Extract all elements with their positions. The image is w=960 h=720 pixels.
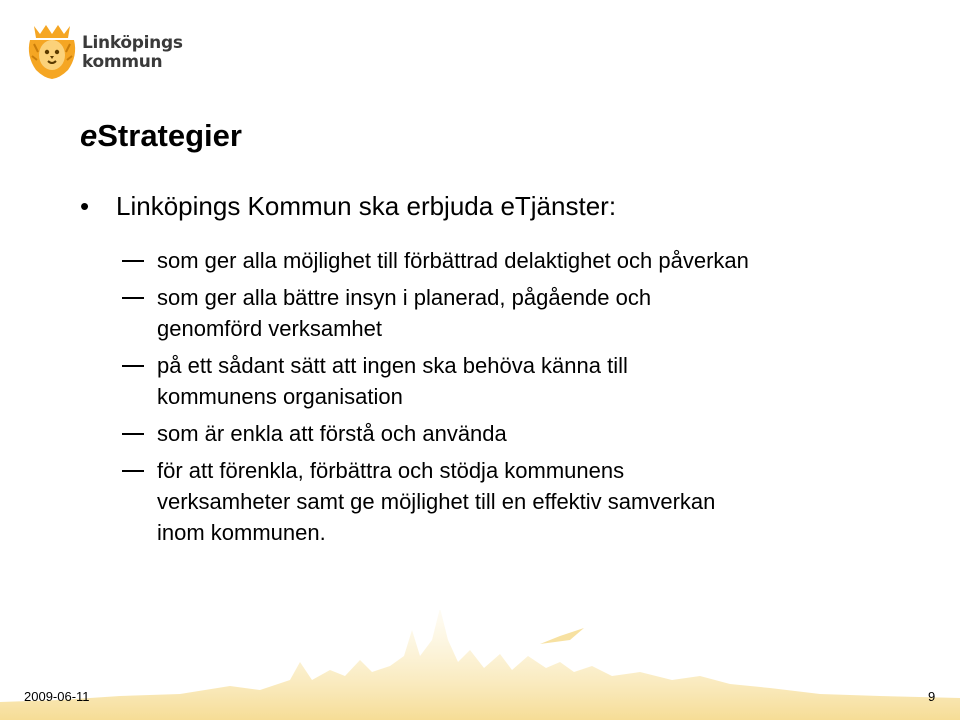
dash-icon [122, 470, 144, 472]
sub-bullet-line: som är enkla att förstå och använda [157, 421, 507, 446]
sub-bullet [122, 418, 922, 449]
sub-bullet [122, 282, 922, 344]
sub-bullet-line: som ger alla bättre insyn i planerad, pågående och [157, 285, 652, 310]
page-number: 9 [928, 689, 936, 704]
slide-title [80, 118, 242, 154]
footer-date: 2009-06-11 [24, 689, 90, 704]
sub-bullet [122, 455, 922, 548]
sub-bullet-line: på ett sådant sätt att ingen ska behöva känna till [157, 353, 628, 378]
sub-bullet-line: verksamheter samt ge möjlighet till en effektiv samverkan [157, 489, 716, 514]
sub-bullet-list [122, 245, 922, 554]
lion-crest-icon [26, 22, 78, 80]
logo [26, 22, 183, 82]
dash-icon [122, 365, 144, 367]
dash-icon [122, 260, 144, 262]
sub-bullet-line: för att förenkla, förbättra och stödja kommunens [157, 458, 625, 483]
sub-bullet-line: kommunens organisation [157, 384, 403, 409]
logo-line-2: kommun [82, 52, 163, 72]
title-prefix: e [80, 118, 98, 153]
logo-line-1: Linköpings [82, 33, 183, 53]
city-skyline-illustration [0, 610, 960, 720]
dash-icon [122, 297, 144, 299]
sub-bullet [122, 245, 922, 276]
title-rest: Strategier [97, 118, 242, 153]
main-bullet-text: Linköpings Kommun ska erbjuda eTjänster: [116, 191, 617, 221]
sub-bullet [122, 350, 922, 412]
sub-bullet-line: som ger alla möjlighet till förbättrad delaktighet och påverkan [157, 248, 749, 273]
logo-text [82, 34, 183, 72]
sub-bullet-line: genomförd verksamhet [157, 316, 382, 341]
bullet-icon: • [80, 191, 90, 221]
dash-icon [122, 433, 144, 435]
sub-bullet-line: inom kommunen. [157, 520, 326, 545]
